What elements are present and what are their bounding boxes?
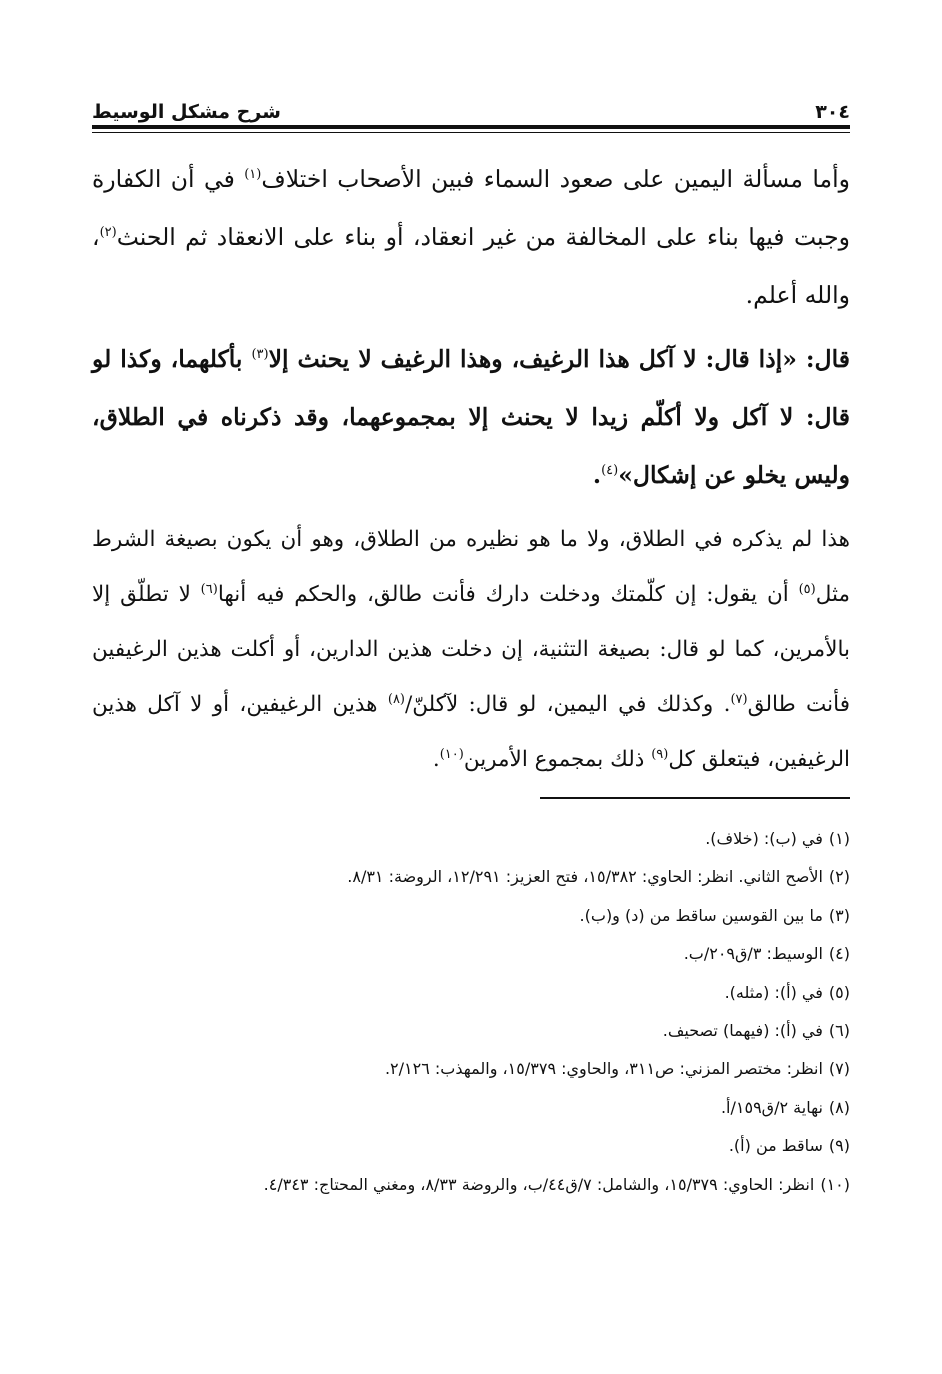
footnote-ref-8: (٨) — [387, 691, 405, 707]
footnote-ref-10: (١٠) — [439, 746, 464, 762]
header-rule-thick — [92, 125, 850, 129]
footnote-ref-3: (٣) — [251, 347, 269, 363]
footnote-ref-6: (٦) — [200, 581, 218, 597]
footnote-text: الوسيط: ٣/ق٢٠٩/ب. — [683, 944, 823, 964]
footnote-number: (٣) — [828, 905, 850, 925]
paragraph-3 — [92, 512, 850, 787]
para2-text-1: قال: «إذا قال: لا آكل هذا الرغيف، وهذا الرغيف لا يحنث إلا — [268, 345, 850, 373]
para3-text-6: ذلك بمجموع الأمرين — [463, 747, 652, 772]
running-header — [92, 93, 850, 123]
footnote-ref-7: (٧) — [730, 691, 748, 707]
footnote-number: (٧) — [828, 1059, 850, 1079]
footnote-text: ما بين القوسين ساقط من (د) و(ب). — [579, 905, 823, 925]
footnote-text: نهاية ٢/ق١٥٩/أ. — [720, 1097, 823, 1117]
footnote-text: انظر: الحاوي: ١٥/٣٧٩، والشامل: ٧/ق٤٤/ب، والروضة ٨/٣٣، ومغني المحتاج: ٤/٣٤٣. — [263, 1174, 815, 1194]
para3-text-5: هذين الرغيفين، أو لا آكل هذين الرغيفين، فيتعلق كل — [92, 692, 850, 772]
footnote-6 — [100, 1012, 850, 1050]
footnote-2 — [100, 858, 850, 896]
footnote-number: (٩) — [828, 1136, 850, 1156]
footnote-ref-5: (٥) — [798, 581, 816, 597]
footnote-separator — [540, 797, 850, 799]
footnote-ref-2: (٢) — [99, 225, 117, 241]
page-number: ٣٠٤ — [815, 101, 850, 123]
header-rule-thin — [92, 132, 850, 133]
footnote-10 — [100, 1166, 850, 1204]
footnote-4 — [100, 935, 850, 973]
footnote-text: انظر: مختصر المزني: ص٣١١، والحاوي: ١٥/٣٧٩، والمهذب: ٢/١٢٦. — [384, 1059, 823, 1079]
footnote-text: الأصح الثاني. انظر: الحاوي: ١٥/٣٨٢، فتح العزيز: ١٢/٢٩١، الروضة: ٨/٣١. — [347, 867, 823, 887]
main-text — [92, 150, 850, 787]
footnote-number: (٥) — [828, 982, 850, 1002]
footnote-text: في (ب): (خلاف). — [705, 829, 823, 848]
footnote-9 — [100, 1127, 850, 1165]
footnotes — [100, 820, 850, 1204]
footnote-text: ساقط من (أ). — [728, 1136, 823, 1156]
footnote-text: في (أ): (فيهما) تصحيف. — [662, 1021, 823, 1041]
paragraph-1 — [92, 150, 850, 324]
para3-text-7: . — [432, 747, 440, 772]
footnote-number: (٦) — [828, 1021, 850, 1041]
quoted-matn-paragraph — [92, 330, 850, 504]
para2-text-3: . — [592, 461, 602, 489]
footnote-ref-1: (١) — [244, 167, 262, 183]
para3-text-4: . وكذلك في اليمين، لو قال: لآكلنّ/ — [405, 692, 731, 717]
para1-text-3: ، والله أعلم. — [92, 223, 850, 309]
footnote-text: في (أ): (مثله). — [724, 982, 823, 1002]
footnote-ref-4: (٤) — [601, 463, 619, 479]
para3-text-2: أن يقول: إن كلّمتك ودخلت دارك فأنت طالق، والحكم فيه أنها — [217, 582, 799, 607]
footnote-7 — [100, 1050, 850, 1088]
para3-text-3: لا تطلّق إلا بالأمرين، كما لو قال: بصيغة التثنية، إن دخلت هذين الدارين، أو أكلت هذين الرغيفين فأنت طالق — [92, 582, 850, 717]
book-title: شرح مشكل الوسيط — [92, 101, 281, 123]
footnote-8 — [100, 1089, 850, 1127]
para2-text-2: بأكلهما، وكذا لو قال: لا آكل ولا أكلّم زيدا لا يحنث إلا بمجموعهما، وقد ذكرناه في الطلاق، وليس يخلو عن إشكال» — [92, 345, 850, 489]
footnote-number: (٨) — [828, 1097, 850, 1117]
footnote-ref-9: (٩) — [651, 746, 669, 762]
footnote-number: (٢) — [828, 867, 850, 887]
footnote-number: (٤) — [828, 944, 850, 964]
footnote-number: (١) — [828, 829, 850, 848]
footnote-number: (١٠) — [820, 1174, 850, 1194]
para1-text-2: في أن الكفارة وجبت فيها بناء على المخالفة من غير انعقاد، أو بناء على الانعقاد ثم الحنث — [92, 165, 850, 251]
footnote-1 — [100, 820, 850, 858]
footnote-3 — [100, 897, 850, 935]
para1-text-1: وأما مسألة اليمين على صعود السماء فبين الأصحاب اختلاف — [261, 165, 850, 193]
para3-text-1: هذا لم يذكره في الطلاق، ولا ما هو نظيره من الطلاق، وهو أن يكون بصيغة الشرط مثل — [92, 527, 850, 607]
footnote-5 — [100, 974, 850, 1012]
